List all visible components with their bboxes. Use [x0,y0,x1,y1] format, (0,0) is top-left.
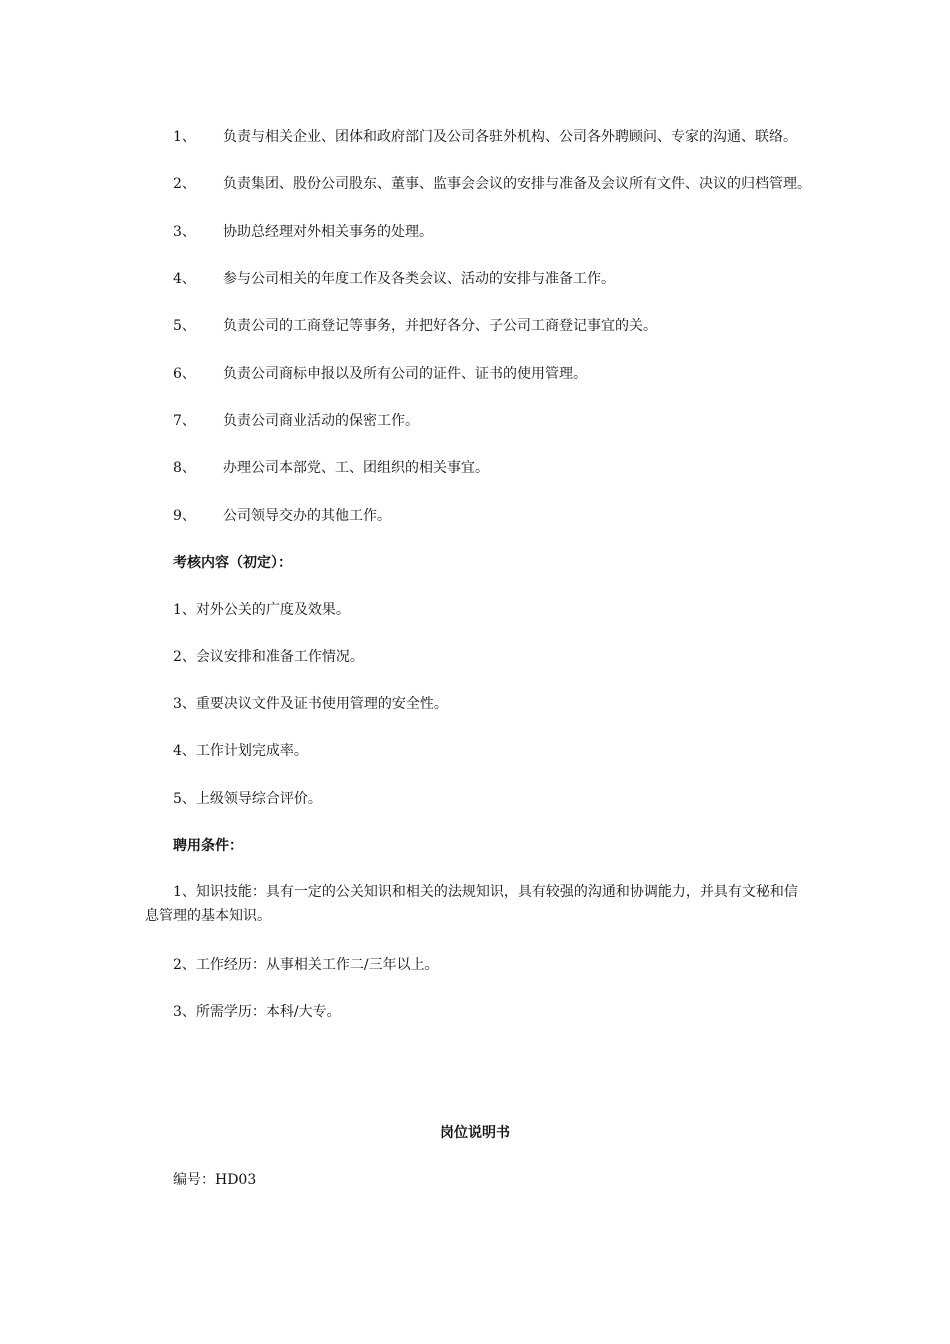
duty-text: 负责集团、股份公司股东、董事、监事会会议的安排与准备及会议所有文件、决议的归档管理。 [223,176,811,192]
duty-text: 负责公司的工商登记等事务，并把好各分、子公司工商登记事宜的关。 [223,318,657,334]
assessment-heading: 考核内容（初定）： [173,555,292,571]
assessment-item: 5、上级领导综合评价。 [173,791,322,807]
duty-text: 参与公司相关的年度工作及各类会议、活动的安排与准备工作。 [223,271,615,287]
hiring-experience: 2、工作经历：从事相关工作二/三年以上。 [173,957,439,973]
assessment-item: 4、工作计划完成率。 [173,743,308,759]
duty-text: 公司领导交办的其他工作。 [223,508,391,524]
duty-number: 1、 [173,129,196,145]
duty-text: 负责公司商标申报以及所有公司的证件、证书的使用管理。 [223,366,587,382]
duty-number: 8、 [173,460,196,476]
duty-number: 7、 [173,413,196,429]
duty-text: 协助总经理对外相关事务的处理。 [223,224,433,240]
duty-text: 负责与相关企业、团体和政府部门及公司各驻外机构、公司各外聘顾问、专家的沟通、联络。 [223,129,797,145]
document-title: 岗位说明书 [440,1125,510,1141]
document-number: 编号：HD03 [173,1172,257,1188]
hiring-education: 3、所需学历：本科/大专。 [173,1004,341,1020]
hiring-heading: 聘用条件： [173,838,243,854]
duty-text: 负责公司商业活动的保密工作。 [223,413,419,429]
assessment-item: 3、重要决议文件及证书使用管理的安全性。 [173,696,448,712]
duty-number: 5、 [173,318,196,334]
hiring-knowledge: 1、知识技能：具有一定的公关知识和相关的法规知识，具有较强的沟通和协调能力，并具有文秘和信息管理的基本知识。 [145,884,798,924]
duty-number: 6、 [173,366,196,382]
duty-text: 办理公司本部党、工、团组织的相关事宜。 [223,460,489,476]
duty-number: 2、 [173,176,196,192]
assessment-item: 2、会议安排和准备工作情况。 [173,649,364,665]
assessment-item: 1、对外公关的广度及效果。 [173,602,350,618]
duty-number: 3、 [173,224,196,240]
duty-number: 9、 [173,508,196,524]
duty-number: 4、 [173,271,196,287]
